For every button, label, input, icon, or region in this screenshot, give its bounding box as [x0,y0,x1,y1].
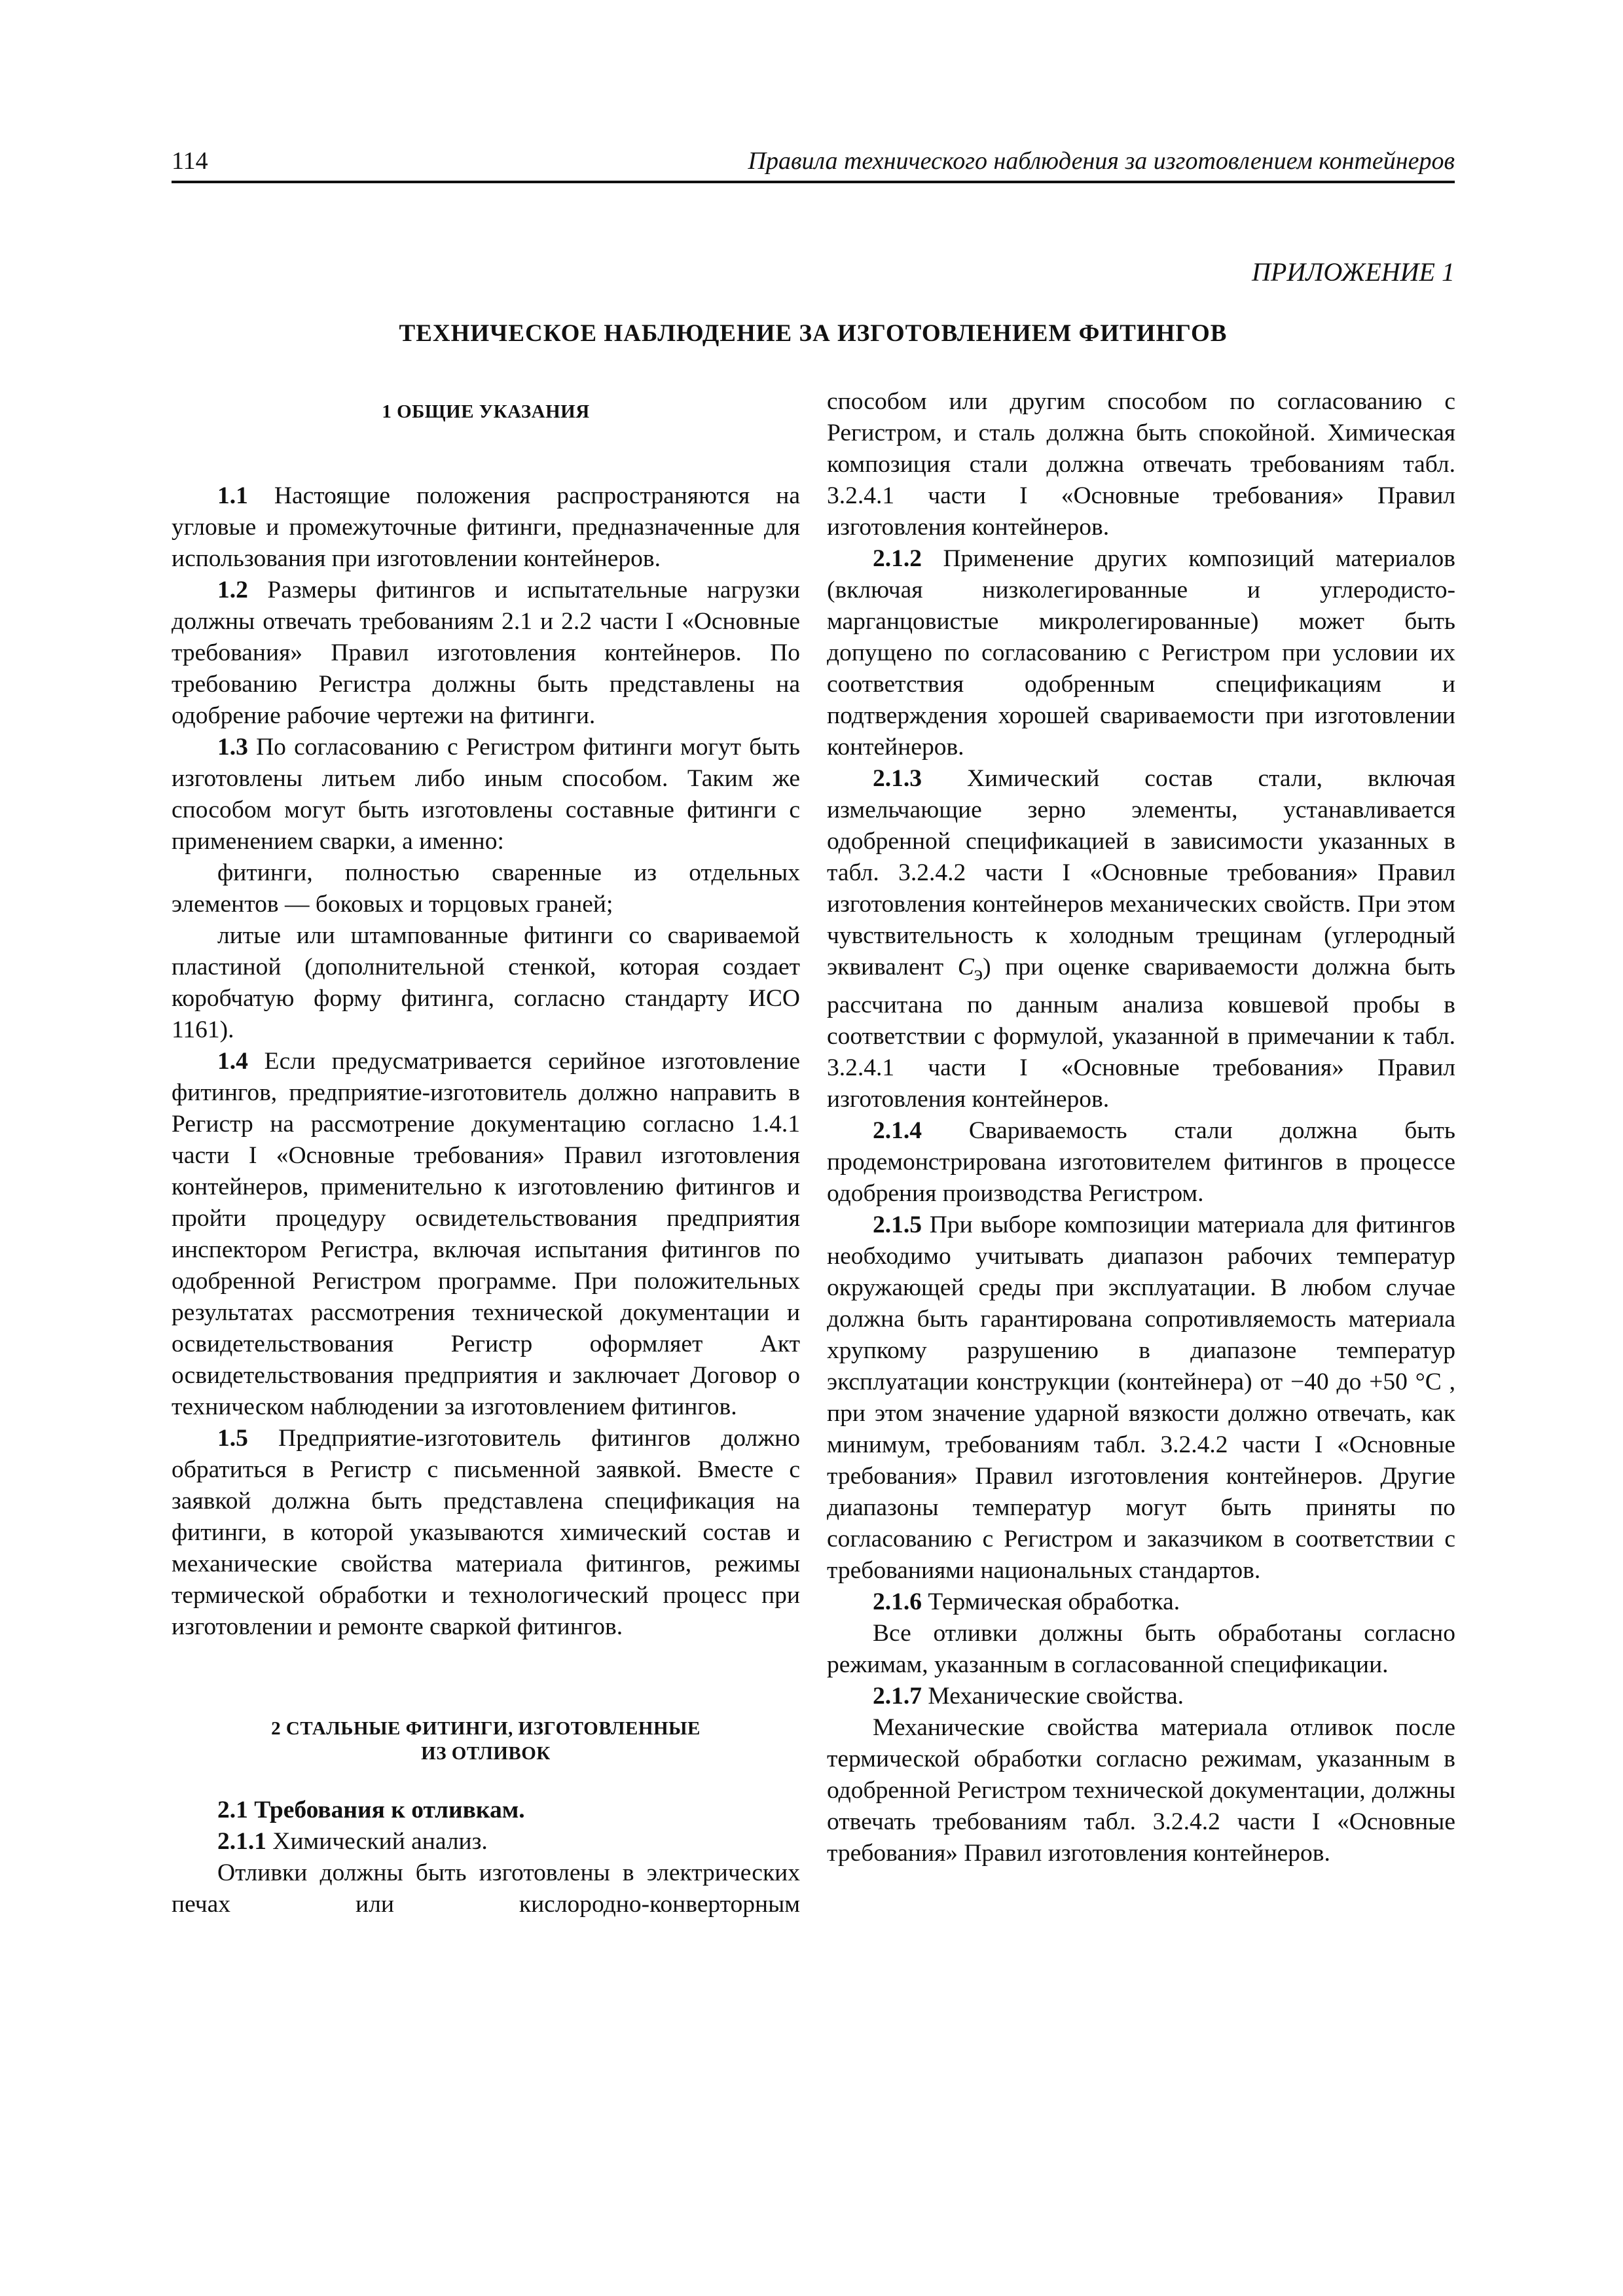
paragraph-2-1-7: 2.1.7 Механические свойства. [873,1682,1184,1710]
paragraph-1-5: 1.5 Предприятие-изготовитель фитингов должно обратиться в Регистр с письменной заявкой. Вместе с заявкой должна быть представлена спецификация на фитинги, в которой указываются химический состав и механические свойства материала фитингов, режимы термической обработки и технологический процесс при изготовлении и ремонте сваркой фитингов. [172,1425,800,1640]
paragraph-2-1-6-body: Все отливки должны быть обработаны согласно режимам, указанным в согласованной спецификации. [827,1619,1455,1678]
paragraph-1-3-item-1: фитинги, полностью сваренные из отдельных элементов — боковых и торцовых граней; [172,859,800,918]
appendix-label: ПРИЛОЖЕНИЕ 1 [1252,257,1455,287]
document-title: ТЕХНИЧЕСКОЕ НАБЛЮДЕНИЕ ЗА ИЗГОТОВЛЕНИЕМ ФИТИНГОВ [399,320,1228,347]
paragraph-2-1-5: 2.1.5 При выборе композиции материала для фитингов необходимо учитывать диапазон рабочих температур окружающей среды при эксплуатации. В любом случае должна быть гарантирована сопротивляемость материала хрупкому разрушению в диапазоне температур эксплуатации конструкции (контейнера) от −40 до +50 °С , при этом значение ударной вязкости должно отвечать, как минимум, требованиям табл. 3.2.4.2 части I «Основные требования» Правил изготовления контейнеров. Другие диапазоны температур могут быть приняты по согласованию с Регистром и заказчиком в соответствии с требованиями национальных стандартов. [827,1211,1455,1584]
paragraph-2-1-3: 2.1.3 Химический состав стали, включая измельчающие зерно элементы, устанавливается одобренной спецификацией в зависимости указанных в табл. 3.2.4.2 части I «Основные требования» Правил изготовления контейнеров механических свойств. При этом чувствительность к холодным трещинам (углеродный эквивалент $C_э$) при оценке свариваемости должна быть рассчитана по данным анализа ковшевой пробы в соответствии с формулой, указанной в примечании к табл. 3.2.4.1 части I «Основные требования» Правил изготовления контейнеров. [827,765,1455,1113]
paragraph-2-1-1: 2.1.1 Химический анализ. [217,1828,488,1855]
paragraph-1-2: 1.2 Размеры фитингов и испытательные нагрузки должны отвечать требованиям 2.1 и 2.2 части I «Основные требования» Правил изготовления контейнеров. По требованию Регистра должны быть представлены на одобрение рабочие чертежи на фитинги. [172,577,800,729]
section-2-heading: 2 СТАЛЬНЫЕ ФИТИНГИ, ИЗГОТОВЛЕННЫЕ ИЗ ОТЛИВОК [271,1718,701,1764]
section-1-heading: 1 ОБЩИЕ УКАЗАНИЯ [382,401,590,422]
running-title: Правила технического наблюдения за изготовлением контейнеров [748,147,1455,175]
right-column [827,386,1455,1869]
paragraph-2-1-1-body: Отливки должны быть изготовлены в электрических печах или кислородно-конверторным [172,1859,800,1918]
subsection-2-1-heading: 2.1 Требования к отливкам. [217,1797,525,1823]
paragraph-2-1-1-continued: способом или другим способом по согласованию с Регистром, и сталь должна быть спокойной. Химическая композиция стали должна отвечать требованиям табл. 3.2.4.1 части I «Основные требования» Правил изготовления контейнеров. [827,388,1455,541]
paragraph-2-1-7-body: Механические свойства материала отливок после термической обработки согласно режимам, указанным в одобренной Регистром технической документации, должны отвечать требованиям табл. 3.2.4.2 части I «Основные требования» Правил изготовления контейнеров. [827,1713,1455,1867]
paragraph-2-1-6: 2.1.6 Термическая обработка. [873,1588,1180,1615]
paragraph-2-1-4: 2.1.4 Свариваемость стали должна быть продемонстрирована изготовителем фитингов в процессе одобрения производства Регистром. [827,1117,1455,1207]
paragraph-1-3-item-2: литые или штампованные фитинги со свариваемой пластиной (дополнительной стенкой, которая создает коробчатую форму фитинга, согласно стандарту ИСО 1161). [172,922,800,1043]
paragraph-1-4: 1.4 Если предусматривается серийное изготовление фитингов, предприятие-изготовитель должно направить в Регистр на рассмотрение документацию согласно 1.4.1 части I «Основные требования» Правил изготовления контейнеров, применительно к изготовлению фитингов и пройти процедуру освидетельствования предприятия инспектором Регистра, включая испытания фитингов по одобренной Регистром программе. При положительных результатах рассмотрения технической документации и освидетельствования Регистр оформляет Акт освидетельствования предприятия и заключает Договор о техническом наблюдении за изготовлением фитингов. [172,1048,800,1420]
paragraph-1-3: 1.3 По согласованию с Регистром фитинги могут быть изготовлены литьем либо иным способом. Таким же способом могут быть изготовлены составные фитинги с применением сварки, а именно: [172,734,800,855]
paragraph-2-1-2: 2.1.2 Применение других композиций материалов (включая низколегированные и углеродисто-марганцовистые микролегированные) может быть допущено по согласованию с Регистром при условии их соответствия одобренным спецификациям и подтверждения хорошей свариваемости при изготовлении контейнеров. [827,545,1455,761]
paragraph-1-1: 1.1 Настоящие положения распространяются на угловые и промежуточные фитинги, предназначенные для использования при изготовлении контейнеров. [172,482,800,572]
page-header [172,141,1455,183]
page-number: 114 [172,147,208,175]
left-column [172,386,800,1920]
carbon-equivalent-symbol: C [957,954,974,980]
